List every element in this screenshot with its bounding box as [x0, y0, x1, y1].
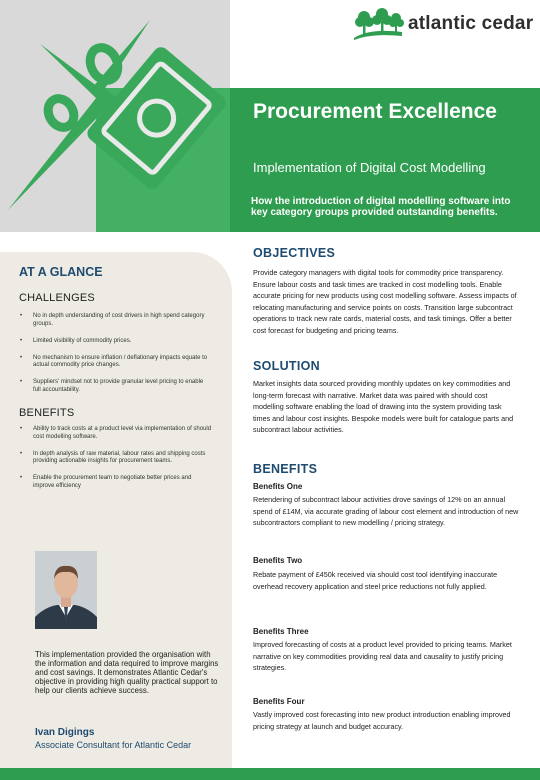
objectives-text: Provide category managers with digital tools for commodity price transparency. Ensure labour costs and task times are tracked in cost modelling tools. Enable accurate pricing for new products using cost modelling software. Assess impacts of relocating manufacturing and service points on costs. Transition large subcontract operations to track new rate cards, material costs, and task timings. Offer a better cost forecast for budgeting and pricing teams.	[253, 268, 517, 335]
consultant-photo	[35, 551, 97, 629]
benefit-one-text: Retendering of subcontract labour activities drove savings of 12% on an annual spend of £14M, via accurate grading of labour cost element and introduction of new subcontractors compliant to new modelling / pricing strategy.	[253, 495, 519, 528]
solution-heading: SOLUTION	[253, 359, 320, 373]
cedar-trees-icon	[350, 6, 406, 42]
benefits-heading: BENEFITS	[253, 462, 318, 476]
sidebar-benefits-list	[20, 426, 212, 500]
list-item: • Limited visibility of commodity prices.	[20, 338, 212, 346]
benefit-one-title: Benefits One	[253, 482, 303, 491]
list-item: • Enable the procurement team to negotiate better prices and improve efficiency	[20, 475, 212, 490]
list-item: • Suppliers' mindset not to provide granular level pricing to enable full accountability.	[20, 379, 212, 394]
scissors-banknote-icon	[0, 0, 232, 232]
consultant-name: Ivan Digings	[35, 727, 95, 738]
benefit-three-text: Improved forecasting of costs at a product level provided to pricing teams. Market narrative on key commodities providing real data and causality to justify pricing strategies.	[253, 640, 512, 673]
benefit-four-title: Benefits Four	[253, 697, 305, 706]
solution-text: Market insights data sourced providing monthly updates on key commodities and long-term forecast with narrative. Market data was paired with should cost modelling software enabling the load of drawing into the system providing task times and labour cost insights. Bespoke models were built for catalogue parts and subcontract labour activities.	[253, 379, 514, 435]
page-title: Procurement Excellence	[253, 100, 497, 123]
page-subtitle: Implementation of Digital Cost Modelling	[253, 160, 486, 175]
list-item: • No in depth understanding of cost drivers in high spend category groups.	[20, 313, 212, 328]
benefit-four-text: Vastly improved cost forecasting into new product introduction enabling improved pricing strategy at launch and budget accuracy.	[253, 710, 511, 731]
benefit-two-title: Benefits Two	[253, 556, 303, 565]
benefit-three-title: Benefits Three	[253, 627, 309, 636]
objectives-heading: OBJECTIVES	[253, 246, 336, 260]
challenges-heading: CHALLENGES	[19, 292, 95, 304]
at-a-glance-heading: AT A GLANCE	[19, 265, 103, 279]
challenges-list	[20, 313, 212, 404]
testimonial-quote: This implementation provided the organisation with the information and data required to improve margins and cost savings. It demonstrates Atlantic Cedar's objective in providing high quality practical support to help our clients achieve success.	[35, 650, 219, 695]
list-item: • No mechanism to ensure inflation / deflationary impacts equate to actual commodity price changes.	[20, 355, 212, 370]
consultant-role: Associate Consultant for Atlantic Cedar	[35, 740, 192, 750]
footer-green-bar	[0, 768, 540, 780]
list-item: • In depth analysis of raw material, labour rates and shipping costs providing actionable insights for procurement teams.	[20, 451, 212, 466]
logo-text: atlantic cedar	[408, 13, 534, 34]
benefits-sidebar-heading: BENEFITS	[19, 407, 75, 419]
atlantic-cedar-logo	[350, 4, 535, 44]
benefit-two-text: Rebate payment of £450k received via should cost tool identifying inaccurate overhead recovery application and steel price reductions not fully applied.	[253, 570, 498, 591]
page-description: How the introduction of digital modelling software into key category groups provided outstanding benefits.	[251, 196, 511, 218]
list-item: • Ability to track costs at a product level via implementation of should cost modelling software.	[20, 426, 212, 441]
